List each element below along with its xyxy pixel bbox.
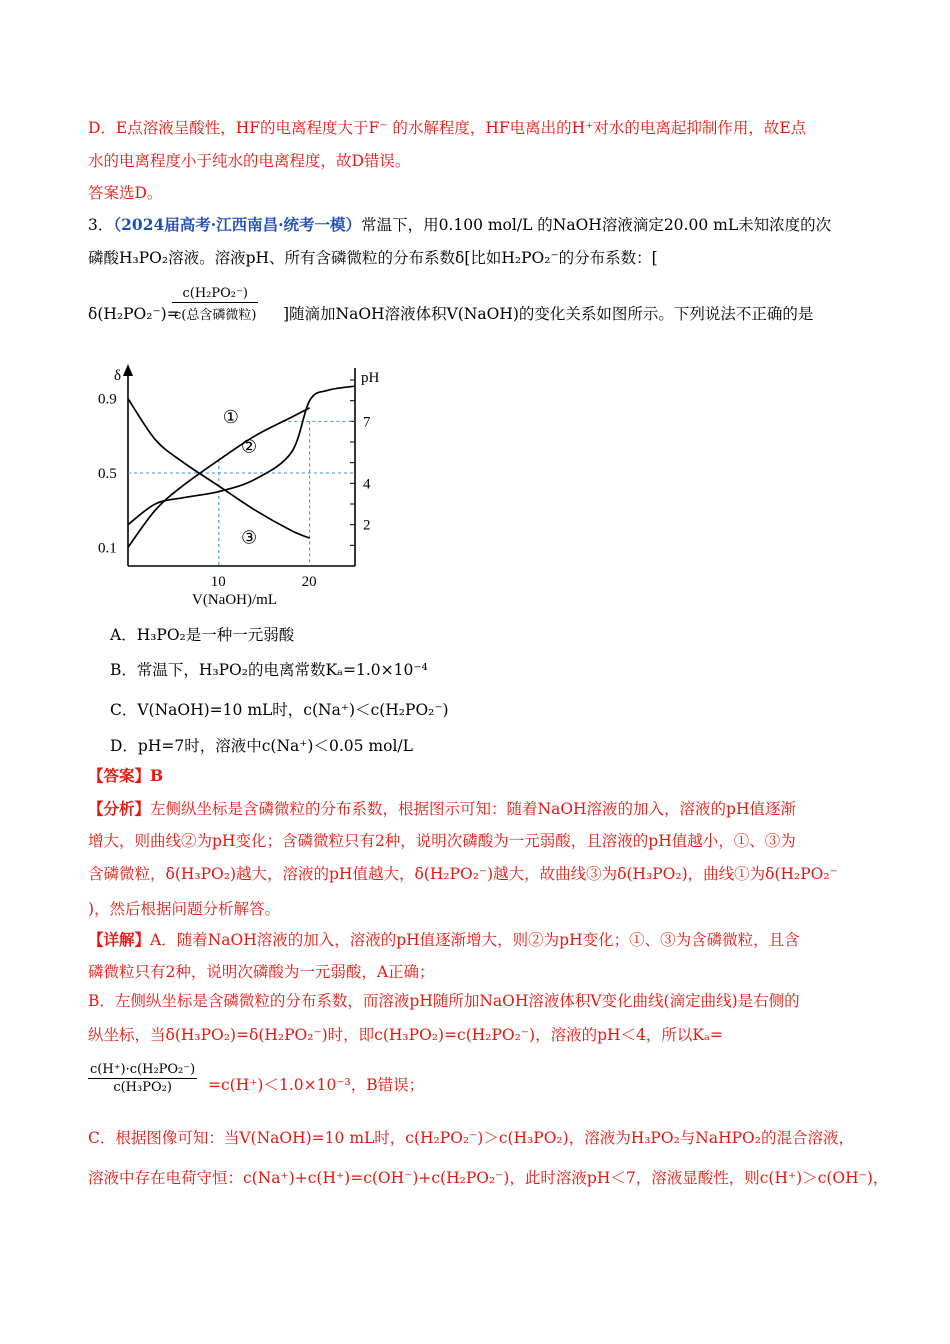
analysis-line: )，然后根据问题分析解答。	[88, 900, 281, 918]
fraction-bar	[172, 302, 258, 303]
detail-line	[88, 930, 800, 950]
detail-line: B．左侧纵坐标是含磷微粒的分布系数，而溶液pH随所加NaOH溶液体积V变化曲线(滴定曲线)是右侧的	[88, 992, 800, 1010]
analysis-tag: 【分析】	[88, 799, 151, 818]
fraction-numerator: c(H⁺)·c(H₂PO₂⁻)	[90, 1062, 196, 1077]
left-axis-label: δ	[114, 368, 122, 384]
left-tick-label: 0.9	[98, 391, 117, 408]
text-line: 水的电离程度小于纯水的电离程度，故D错误。	[88, 152, 411, 170]
analysis-line: 含磷微粒，δ(H₃PO₂)越大，溶液的pH值越大，δ(H₂PO₂⁻)越大，故曲线③为δ(H₃PO₂)，曲线①为δ(H₂PO₂⁻	[88, 865, 838, 883]
answer-tag: 【答案】	[88, 766, 151, 785]
right-tick-label: 7	[363, 414, 371, 431]
fraction-denominator: c(H₃PO₂)	[113, 1080, 172, 1095]
question-number: 3．	[88, 216, 114, 234]
analysis-text: 左侧纵坐标是含磷微粒的分布系数，根据图示可知：随着NaOH溶液的加入，溶液的pH值逐渐	[150, 800, 796, 818]
curve-label: ①	[222, 406, 239, 427]
option-c: C．V(NaOH)=10 mL时，c(Na⁺)＜c(H₂PO₂⁻)	[110, 701, 449, 719]
answer-line	[88, 766, 163, 786]
detail-line: 磷微粒只有2种，说明次磷酸为一元弱酸，A正确；	[88, 963, 435, 981]
left-axis-arrow	[123, 364, 133, 376]
question-header	[88, 215, 831, 235]
option-a: A．H₃PO₂是一种一元弱酸	[110, 626, 295, 644]
delta-fraction	[172, 286, 258, 323]
x-tick-label: 10	[210, 574, 226, 590]
left-tick-label: 0.5	[98, 466, 117, 482]
x-axis-label: V(NaOH)/mL	[192, 592, 277, 608]
right-tick-label: 2	[363, 517, 371, 534]
question-text: 磷酸H₃PO₂溶液。溶液pH、所有含磷微粒的分布系数δ[比如H₂PO₂⁻的分布系数：[	[88, 249, 658, 267]
text-line: 答案选D。	[88, 184, 163, 202]
question-text: 常温下，用0.100 mol/L 的NaOH溶液滴定20.00 mL未知浓度的次	[361, 216, 832, 234]
detail-tag: 【详解】	[88, 930, 151, 949]
delta-lhs: δ(H₂PO₂⁻)=	[88, 305, 180, 323]
ka-tail: =c(H⁺)＜1.0×10⁻³，B错误；	[208, 1076, 425, 1094]
x-tick-label: 20	[301, 574, 317, 590]
curve-label: ③	[240, 527, 258, 548]
ka-fraction	[88, 1062, 197, 1095]
right-axis-label: pH	[361, 370, 380, 386]
analysis-line: 增大，则曲线②为pH变化；含磷微粒只有2种，说明次磷酸为一元弱酸，且溶液的pH值越小，①、③为	[88, 832, 796, 850]
text-line: D．E点溶液呈酸性，HF的电离程度大于F⁻ 的水解程度，HF电离出的H⁺对水的电离起抑制作用，故E点	[88, 119, 807, 137]
detail-line: C．根据图像可知：当V(NaOH)=10 mL时，c(H₂PO₂⁻)＞c(H₃PO₂)，溶液为H₃PO₂与NaHPO₂的混合溶液，	[88, 1129, 854, 1147]
detail-text: A．随着NaOH溶液的加入，溶液的pH值逐渐增大，则②为pH变化；①、③为含磷微粒，且含	[150, 931, 800, 949]
fraction-denominator: c(总含磷微粒)	[174, 308, 257, 323]
question-text: ]随滴加NaOH溶液体积V(NaOH)的变化关系如图所示。下列说法不正确的是	[283, 305, 814, 323]
analysis-line	[88, 799, 796, 819]
option-d: D．pH=7时，溶液中c(Na⁺)＜0.05 mol/L	[110, 737, 413, 755]
detail-line: 溶液中存在电荷守恒：c(Na⁺)+c(H⁺)=c(OH⁻)+c(H₂PO₂⁻)，此时溶液pH＜7，溶液显酸性，则c(H⁺)＞c(OH⁻)，	[88, 1169, 889, 1187]
question-source: （2024届高考·江西南昌·统考一模）	[113, 215, 362, 234]
detail-line: 纵坐标，当δ(H₃PO₂)=δ(H₂PO₂⁻)时，即c(H₃PO₂)=c(H₂PO₂⁻)，溶液的pH＜4，所以Kₐ=	[88, 1026, 723, 1044]
answer-value: B	[150, 766, 164, 785]
fraction-numerator: c(H₂PO₂⁻)	[182, 286, 248, 301]
right-tick-label: 4	[363, 476, 371, 493]
left-tick-label: 0.1	[98, 540, 117, 557]
fraction-bar	[88, 1078, 197, 1079]
curve-label: ②	[240, 436, 258, 457]
titration-chart	[92, 360, 392, 610]
option-b: B．常温下，H₃PO₂的电离常数Kₐ=1.0×10⁻⁴	[110, 661, 428, 679]
